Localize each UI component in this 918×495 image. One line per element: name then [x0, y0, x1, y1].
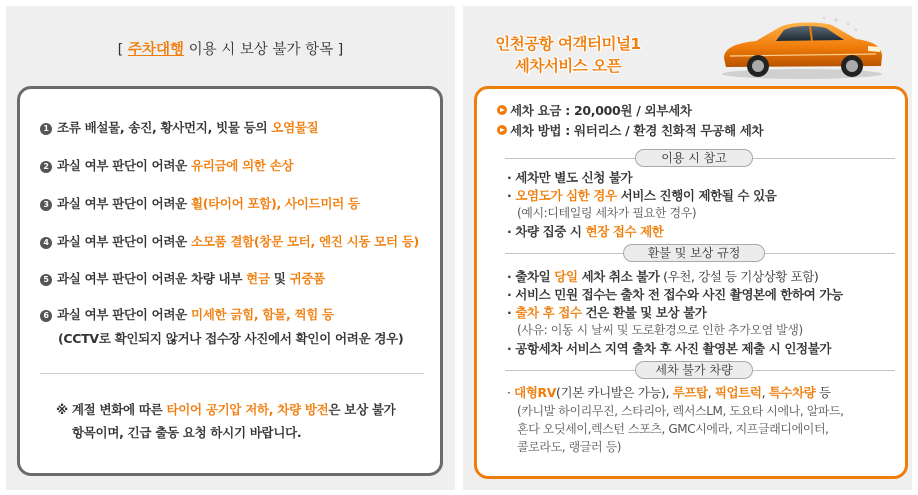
- divider: [40, 373, 424, 374]
- item-text: 과실 여부 판단이 어려운: [57, 196, 191, 211]
- exclusion-item-6-note: (CCTV로 확인되지 않거나 접수장 사진에서 확인이 어려운 경우): [58, 331, 404, 346]
- usage-highlight: 현장 접수 제한: [585, 224, 664, 239]
- vehicle-text: (기본 카니발은 가능),: [556, 385, 673, 400]
- number-badge: 5: [40, 274, 52, 286]
- vehicle-highlight: 루프탑: [672, 385, 708, 400]
- refund-text: 건은 환불 및 보상 불가: [581, 305, 707, 320]
- unavailable-sub-1: (카니발 하이리무진, 스타리아, 렉서스LM, 도요타 시에나, 알파드,: [517, 404, 844, 418]
- wash-price: [497, 101, 692, 119]
- refund-line-3: · 출차 후 접수 건은 환불 및 보상 불가: [507, 305, 707, 320]
- info-text: 세차 요금 : 20,000원 / 외부세차: [510, 103, 692, 118]
- refund-text: 세차 취소 불가: [577, 269, 660, 284]
- exclusion-item-5: [40, 269, 325, 287]
- note-highlight: 타이어 공기압 저하, 차량 방전: [166, 402, 329, 417]
- season-note-line2: 항목이며, 긴급 출동 요청 하시기 바랍니다.: [72, 425, 302, 440]
- refund-line-2: · 서비스 민원 접수는 출차 전 접수와 사진 촬영본에 한하여 가능: [507, 287, 843, 302]
- exclusion-item-1: [40, 118, 318, 136]
- unavailable-line-1: · 대형RV(기본 카니발은 가능), 루프탑, 픽업트럭, 특수차량 등: [507, 385, 831, 400]
- car-wash-title-line2: 세차서비스 오픈: [514, 57, 622, 75]
- refund-line-5: · 공항세차 서비스 지역 출차 후 사진 촬영본 제출 시 인정불가: [507, 341, 832, 356]
- usage-line-1: · 세차만 별도 신청 불가: [507, 170, 633, 185]
- item-text: 과실 여부 판단이 어려운: [57, 234, 191, 249]
- number-badge: 4: [40, 237, 52, 249]
- car-wash-info-card: [474, 86, 908, 479]
- note-text: ※ 계절 변화에 따른: [56, 402, 167, 417]
- vehicle-text: ,: [707, 385, 715, 400]
- usage-text: 서비스 진행이 제한될 수 있음: [616, 188, 777, 203]
- number-badge: 1: [40, 123, 52, 135]
- unavailable-sub-3: 콜로라도, 랭글러 등): [517, 440, 622, 454]
- exclusion-item-6: [40, 305, 334, 323]
- refund-text: · 출차일: [507, 269, 555, 284]
- usage-line-4: [507, 222, 664, 240]
- wash-method: [497, 121, 763, 139]
- unavailable-vehicles-header: [505, 361, 895, 379]
- vehicle-highlight: 대형RV: [514, 385, 557, 400]
- orange-car-image: [716, 14, 888, 80]
- item-highlight: 휠(타이어 포함), 사이드미러 등: [190, 196, 360, 211]
- item-highlight: 귀중품: [289, 271, 325, 286]
- vehicle-highlight: 특수차량: [768, 385, 816, 400]
- number-badge: 3: [40, 199, 52, 211]
- compensation-exclusion-card: [17, 86, 443, 476]
- refund-policy-header: [505, 244, 895, 262]
- vehicle-text: 등: [815, 385, 831, 400]
- refund-highlight: 당일: [554, 269, 578, 284]
- item-highlight: 소모품 결함(창문 모터, 엔진 시동 모터 등): [190, 234, 419, 249]
- item-text: 및: [269, 271, 290, 286]
- orange-arrow-bullet-icon: [497, 105, 507, 115]
- usage-highlight: 오염도가 심한 경우: [515, 188, 617, 203]
- item-highlight: 미세한 긁힘, 함몰, 찍힘 등: [190, 307, 334, 322]
- note-text: 은 보상 불가: [328, 402, 396, 417]
- title-rest: 이용 시 보상 불가 항목 ]: [183, 42, 344, 58]
- item-highlight: 유리금에 의한 손상: [190, 158, 294, 173]
- usage-notes-header: [505, 149, 895, 167]
- exclusion-item-4: [40, 232, 419, 250]
- refund-line-4: (사유: 이동 시 날씨 및 도로환경으로 인한 추가오염 발생): [517, 323, 803, 337]
- exclusion-item-2: [40, 156, 293, 174]
- usage-line-3: (예시:디테일링 세차가 필요한 경우): [517, 206, 697, 220]
- header-label: 세차 불가 차량: [635, 361, 753, 379]
- item-text: 과실 여부 판단이 어려운: [57, 158, 191, 173]
- number-badge: 6: [40, 310, 52, 322]
- item-text: 과실 여부 판단이 어려운: [57, 307, 191, 322]
- season-note-line1: [56, 400, 395, 418]
- info-text: 세차 방법 : 워터리스 / 환경 친화적 무공해 세차: [510, 123, 764, 138]
- header-label: 이용 시 참고: [635, 149, 753, 167]
- vehicle-text: ,: [761, 385, 769, 400]
- item-text: 과실 여부 판단이 어려운 차량 내부: [57, 271, 247, 286]
- title-bracket-open: [: [117, 42, 128, 58]
- item-highlight: 현금: [246, 271, 270, 286]
- usage-line-2: · 오염도가 심한 경우 서비스 진행이 제한될 수 있음: [507, 188, 777, 203]
- refund-text: (우천, 강설 등 기상상황 포함): [659, 269, 819, 284]
- exclusion-item-3: [40, 194, 360, 212]
- refund-line-1: [507, 267, 818, 285]
- item-text: 조류 배설물, 송진, 황사먼지, 빗물 등의: [57, 120, 272, 135]
- left-panel-title: [6, 38, 455, 59]
- orange-arrow-bullet-icon: [497, 125, 507, 135]
- number-badge: 2: [40, 161, 52, 173]
- usage-text: · 차량 집중 시: [507, 224, 586, 239]
- vehicle-highlight: 픽업트럭: [714, 385, 762, 400]
- title-highlight: 주차대행: [127, 42, 184, 58]
- refund-highlight: 출차 후 접수: [515, 305, 582, 320]
- item-highlight: 오염물질: [271, 120, 319, 135]
- car-wash-title-line1: 인천공항 여객터미널1: [495, 35, 641, 53]
- unavailable-sub-2: 혼다 오딧세이,렉스턴 스포츠, GMC시에라, 지프글래디에이터,: [517, 422, 829, 436]
- header-label: 환불 및 보상 규정: [623, 244, 765, 262]
